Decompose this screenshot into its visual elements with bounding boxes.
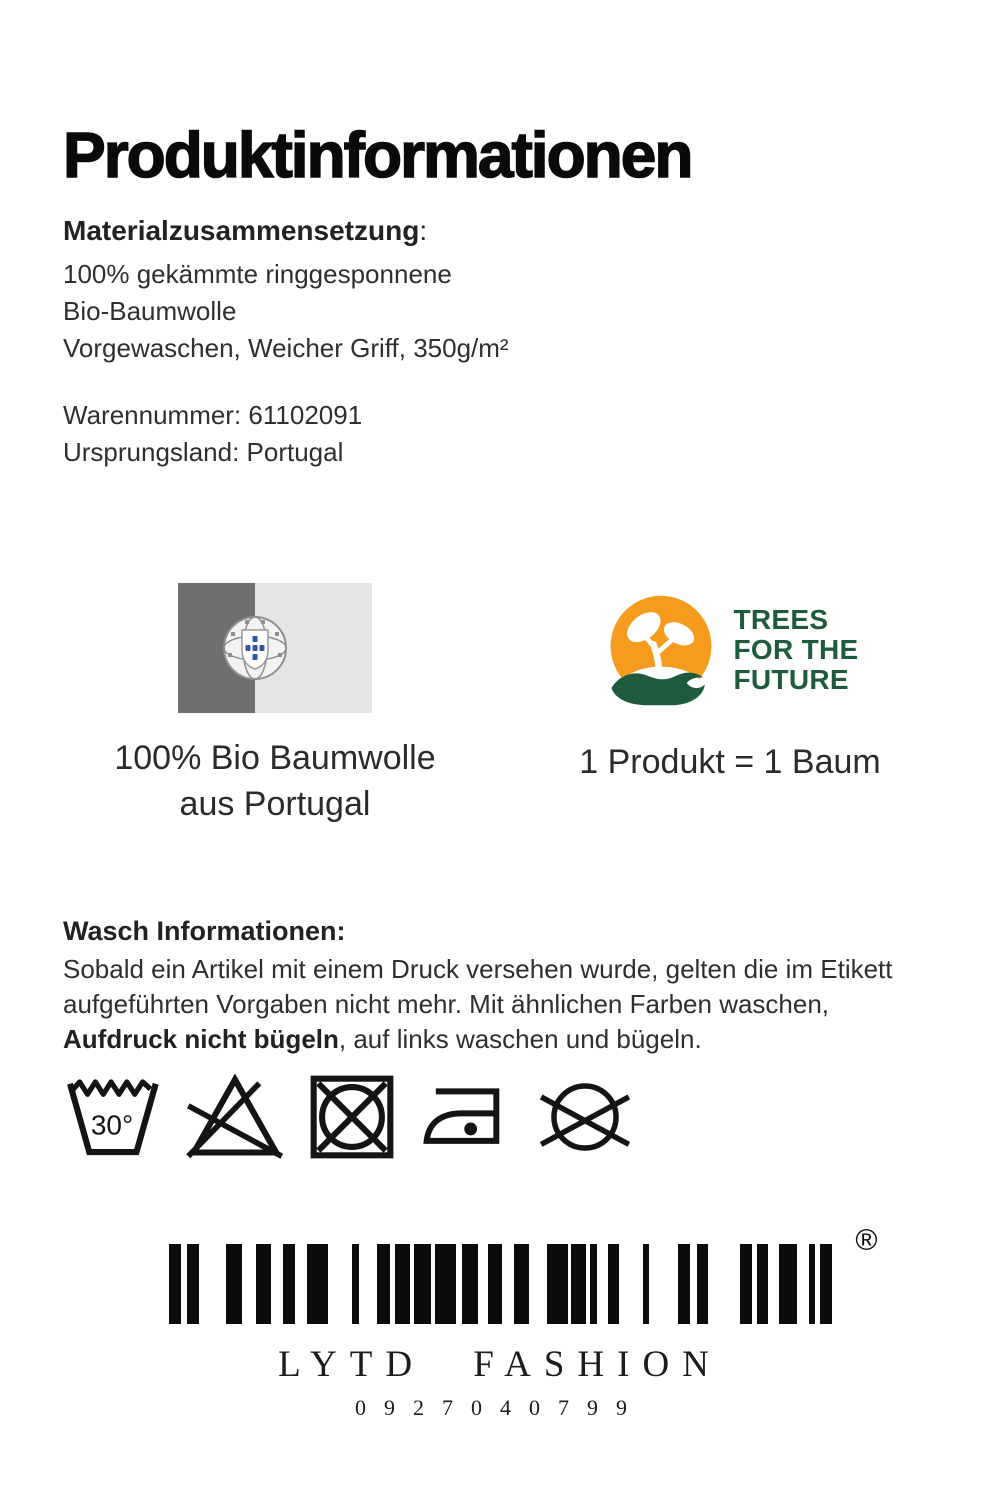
page-title: Produktinformationen: [63, 118, 692, 191]
tree-planting-icon: [602, 591, 720, 709]
wash-info-text: Sobald ein Artikel mit einem Druck versehen wurde, gelten die im Etikett aufgeführten Vorgaben nicht mehr. Mit ähnlichen Farben waschen, Aufdruck nicht bügeln, auf links waschen und bügeln.: [63, 954, 893, 1054]
wash-info-heading: Wasch Informationen:: [63, 916, 346, 946]
svg-text:30°: 30°: [90, 1109, 134, 1141]
do-not-tumble-dry-icon: [309, 1074, 395, 1160]
brand-block: [0, 1224, 1000, 1421]
material-line: 100% gekämmte ringgesponnene: [63, 259, 452, 289]
origin-badge: [55, 583, 495, 827]
origin-caption: 100% Bio Baumwolle aus Portugal: [114, 739, 436, 823]
badges-row: [0, 583, 1000, 827]
country-of-origin: Ursprungsland: Portugal: [63, 437, 344, 467]
care-symbols-row: [63, 1072, 631, 1162]
do-not-dry-clean-icon: [539, 1075, 631, 1159]
trees-caption: 1 Produkt = 1 Baum: [579, 743, 881, 781]
brand-number: 0927040799: [355, 1395, 645, 1420]
barcode: [169, 1244, 832, 1324]
wash-30-degrees-icon: [63, 1074, 161, 1160]
registered-trademark-icon: ®: [855, 1224, 878, 1257]
portugal-flag-icon: [178, 583, 372, 713]
trees-logo-wordmark: TREES FOR THE FUTURE: [733, 604, 859, 695]
iron-low-temperature-icon: [419, 1084, 515, 1150]
material-line: Bio-Baumwolle: [63, 296, 237, 326]
material-section: [63, 214, 509, 471]
article-number: Warennummer: 61102091: [63, 400, 363, 430]
barcode-wrap: [169, 1224, 878, 1324]
material-heading: Materialzusammensetzung:: [63, 215, 428, 246]
trees-for-the-future-logo: [602, 591, 859, 709]
trees-badge: [500, 583, 960, 827]
do-not-bleach-icon: [185, 1074, 285, 1160]
brand-name: LYTD FASHION: [278, 1344, 722, 1385]
material-line: Vorgewaschen, Weicher Griff, 350g/m²: [63, 333, 509, 363]
wash-info-section: [63, 916, 943, 1057]
